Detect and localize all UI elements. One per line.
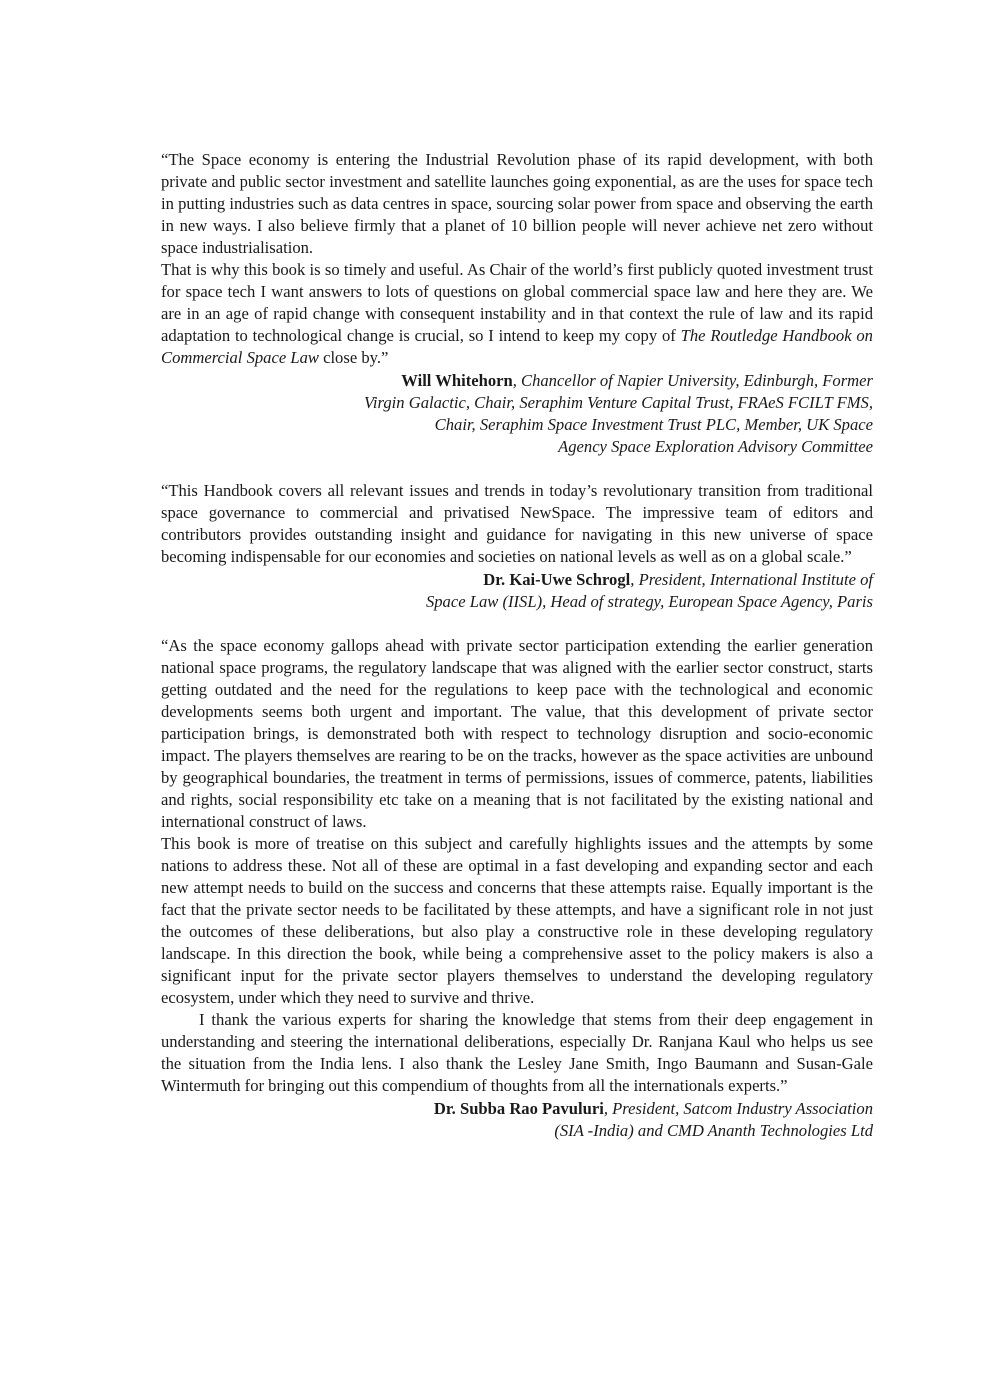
author-role: , Chancellor of Napier University, Edinburgh, Former (512, 371, 873, 390)
author-role: , President, International Institute of (630, 570, 873, 589)
endorsements-page (161, 149, 873, 1142)
author-role: , President, Satcom Industry Association (603, 1099, 873, 1118)
author-role: Chair, Seraphim Space Investment Trust PLC, Member, UK Space (434, 415, 873, 434)
endorsement-pavuluri (161, 635, 873, 1142)
attribution (161, 370, 873, 458)
author-role: Virgin Galactic, Chair, Seraphim Venture Capital Trust, FRAeS FCILT FMS, (364, 393, 873, 412)
author-role: (SIA -India) and CMD Ananth Technologies Ltd (554, 1121, 873, 1140)
endorsement-paragraph: “As the space economy gallops ahead with private sector participation extending the earlier generation national space programs, the regulatory landscape that was aligned with the earlier sector construct, starts getting outdated and the need for the regulations to keep pace with the technological and economic developments seems both urgent and important. The value, that this development of private sector participation brings, is demonstrated both with respect to technology disruption and socio-economic impact. The players themselves are rearing to be on the tracks, however as the space activities are unbound by geographical boundaries, the treatment in terms of permissions, issues of commerce, patents, liabilities and rights, social responsibility etc take on a meaning that is not facilitated by the existing national and international construct of laws. (161, 636, 873, 831)
author-role: Agency Space Exploration Advisory Committee (558, 437, 873, 456)
book-title: The Routledge Handbook on Commercial Space Law (161, 326, 873, 367)
endorsement-paragraph: This book is more of treatise on this subject and carefully highlights issues and the attempts by some nations to address these. Not all of these are optimal in a fast developing and expanding sector and each new attempt needs to build on the success and concerns that these attempts raise. Equally important is the fact that the private sector needs to be facilitated by these attempts, and have a significant role in not just the outcomes of these deliberations, but also play a constructive role in these developing regulatory landscape. In this direction the book, while being a comprehensive asset to the policy makers is also a significant input for the private sector players themselves to understand the developing regulatory ecosystem, under which they need to survive and thrive. (161, 834, 873, 1007)
author-name: Dr. Kai-Uwe Schrogl (483, 570, 631, 589)
paragraph-text: close by.” (318, 348, 389, 367)
endorsement-paragraph: “This Handbook covers all relevant issues and trends in today’s revolutionary transition from traditional space governance to commercial and privatised NewSpace. The impressive team of editors and contributors provides outstanding insight and guidance for navigating in this new universe of space becoming indispensable for our economies and societies on national levels as well as on a global scale.” (161, 481, 873, 566)
endorsement-paragraph: I thank the various experts for sharing the knowledge that stems from their deep engagement in understanding and steering the international deliberations, especially Dr. Ranjana Kaul who helps us see the situation from the India lens. I also thank the Lesley Jane Smith, Ingo Baumann and Susan-Gale Wintermuth for bringing out this compendium of thoughts from all the internationals experts.” (161, 1010, 873, 1095)
author-name: Will Whitehorn (401, 371, 513, 390)
paragraph-text: That is why this book is so timely and useful. As Chair of the world’s first publicly quoted investment trust for space tech I want answers to lots of questions on global commercial space law and here they are. We are in an age of rapid change with consequent instability and in that context the rule of law and its rapid adaptation to technological change is crucial, so I intend to keep my copy of (161, 260, 873, 345)
endorsement-paragraph (161, 259, 873, 369)
author-name: Dr. Subba Rao Pavuluri (433, 1099, 604, 1118)
author-role: Space Law (IISL), Head of strategy, European Space Agency, Paris (425, 592, 873, 611)
attribution (161, 569, 873, 613)
endorsement-schrogl (161, 480, 873, 613)
endorsement-paragraph: “The Space economy is entering the Industrial Revolution phase of its rapid development, with both private and public sector investment and satellite launches going exponential, as are the uses for space tech in putting industries such as data centres in space, sourcing solar power from space and observing the earth in new ways. I also believe firmly that a planet of 10 billion people will never achieve net zero without space industrialisation. (161, 150, 873, 257)
attribution (161, 1098, 873, 1142)
endorsement-whitehorn (161, 149, 873, 458)
